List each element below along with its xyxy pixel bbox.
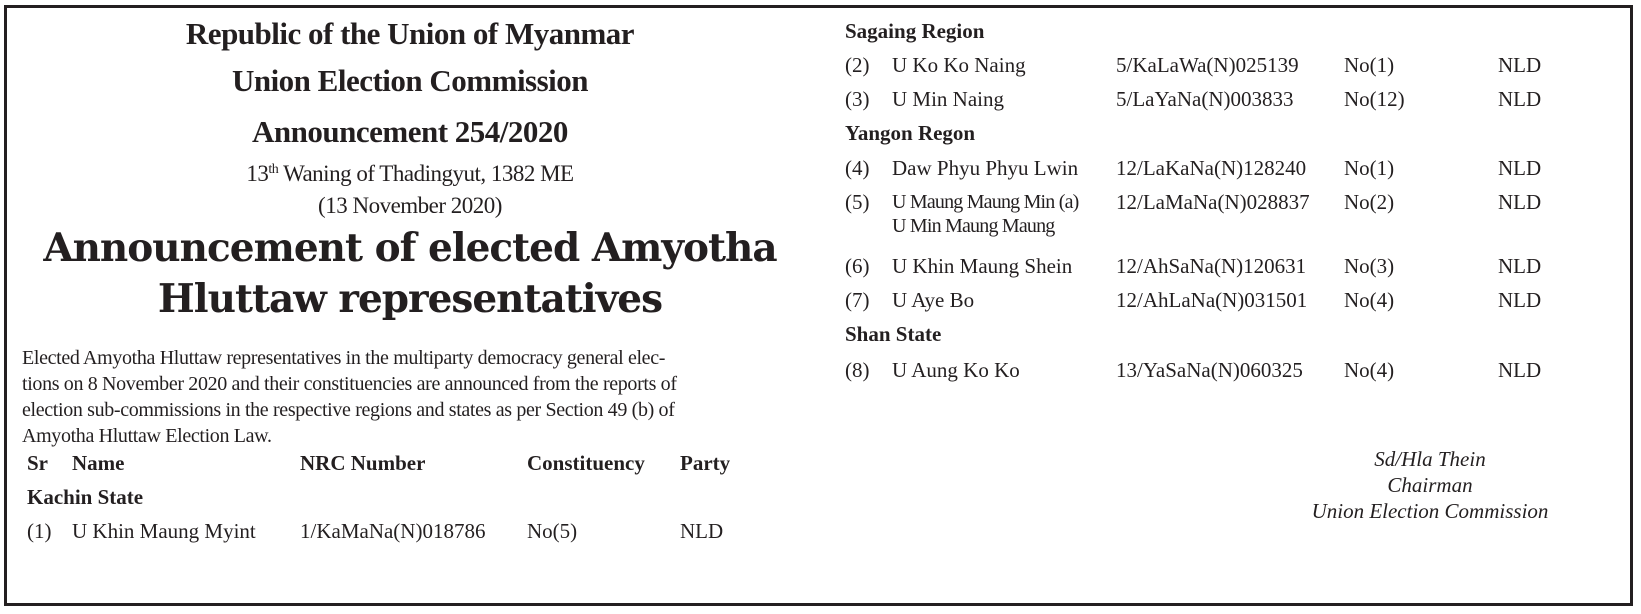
commission-heading: Union Election Commission: [231, 63, 589, 98]
row-name: Daw Phyu Phyu Lwin: [892, 156, 1079, 180]
region-kachin: Kachin State: [27, 485, 144, 509]
row-name: U Ko Ko Naing: [892, 53, 1026, 77]
row-party: NLD: [1498, 190, 1542, 214]
row-name: U Aye Bo: [892, 288, 975, 312]
row-name: U Aung Ko Ko: [892, 358, 1020, 382]
row-name: U Khin Maung Shein: [892, 254, 1073, 278]
row-name-line-2: U Min Maung Maung: [892, 215, 1055, 237]
myanmar-date-suffix: th: [268, 162, 279, 177]
intro-paragraph: [22, 345, 812, 449]
row-sr: (8): [845, 358, 870, 382]
row-nrc: 12/LaMaNa(N)028837: [1116, 190, 1310, 214]
region-yangon: Yangon Regon: [845, 121, 976, 145]
row-nrc: 5/KaLaWa(N)025139: [1116, 53, 1299, 77]
announcement-number: Announcement 254/2020: [252, 114, 568, 149]
row-party: NLD: [1498, 288, 1542, 312]
row-party: NLD: [1498, 87, 1542, 111]
region-shan: Shan State: [845, 322, 942, 346]
row-party: NLD: [680, 519, 724, 543]
row-sr: (1): [27, 519, 52, 543]
row-nrc: 13/YaSaNa(N)060325: [1116, 358, 1303, 382]
row-constituency: No(1): [1344, 53, 1395, 77]
signature-org: Union Election Commission: [1311, 499, 1549, 523]
header-name: Name: [72, 451, 125, 475]
myanmar-date: [20, 161, 800, 187]
header-party: Party: [680, 451, 731, 475]
title-line-1: Announcement of elected Amyotha: [43, 225, 777, 271]
row-nrc: 5/LaYaNa(N)003833: [1116, 87, 1294, 111]
intro-line: tions on 8 November 2020 and their constituencies are announced from the reports of: [22, 373, 677, 395]
intro-line: Elected Amyotha Hluttaw representatives in the multiparty democracy general elec-: [22, 347, 666, 369]
row-constituency: No(4): [1344, 288, 1395, 312]
row-party: NLD: [1498, 254, 1542, 278]
signature-title: Chairman: [1387, 473, 1473, 497]
row-sr: (5): [845, 190, 870, 214]
gregorian-date: (13 November 2020): [318, 193, 502, 218]
row-nrc: 12/AhLaNa(N)031501: [1116, 288, 1308, 312]
row-nrc: 1/KaMaNa(N)018786: [300, 519, 486, 543]
row-constituency: No(12): [1344, 87, 1405, 111]
row-name: U Khin Maung Myint: [72, 519, 256, 543]
row-sr: (4): [845, 156, 870, 180]
row-constituency: No(1): [1344, 156, 1395, 180]
myanmar-date-rest: Waning of Thadingyut, 1382 ME: [278, 161, 574, 186]
header-constituency: Constituency: [527, 451, 645, 475]
row-name: U Min Naing: [892, 87, 1004, 111]
row-constituency: No(4): [1344, 358, 1395, 382]
republic-heading: Republic of the Union of Myanmar: [185, 16, 635, 51]
row-name-line-1: U Maung Maung Min (a): [892, 191, 1079, 213]
row-party: NLD: [1498, 156, 1542, 180]
row-constituency: No(3): [1344, 254, 1395, 278]
region-sagaing: Sagaing Region: [845, 19, 985, 43]
row-sr: (3): [845, 87, 870, 111]
row-nrc: 12/AhSaNa(N)120631: [1116, 254, 1307, 278]
intro-line: election sub-commissions in the respective regions and states as per Section 49 (b) of: [22, 399, 675, 421]
row-party: NLD: [1498, 53, 1542, 77]
header-sr: Sr: [27, 451, 48, 475]
row-sr: (6): [845, 254, 870, 278]
row-sr: (2): [845, 53, 870, 77]
row-constituency: No(5): [527, 519, 578, 543]
row-constituency: No(2): [1344, 190, 1395, 214]
row-name: [892, 190, 1079, 238]
row-party: NLD: [1498, 358, 1542, 382]
signature-name: Sd/Hla Thein: [1374, 447, 1486, 471]
title-line-2: Hluttaw representatives: [157, 276, 663, 322]
row-nrc: 12/LaKaNa(N)128240: [1116, 156, 1307, 180]
intro-line: Amyotha Hluttaw Election Law.: [22, 425, 272, 447]
myanmar-date-day: 13: [246, 161, 269, 186]
header-nrc: NRC Number: [300, 451, 426, 475]
row-sr: (7): [845, 288, 870, 312]
